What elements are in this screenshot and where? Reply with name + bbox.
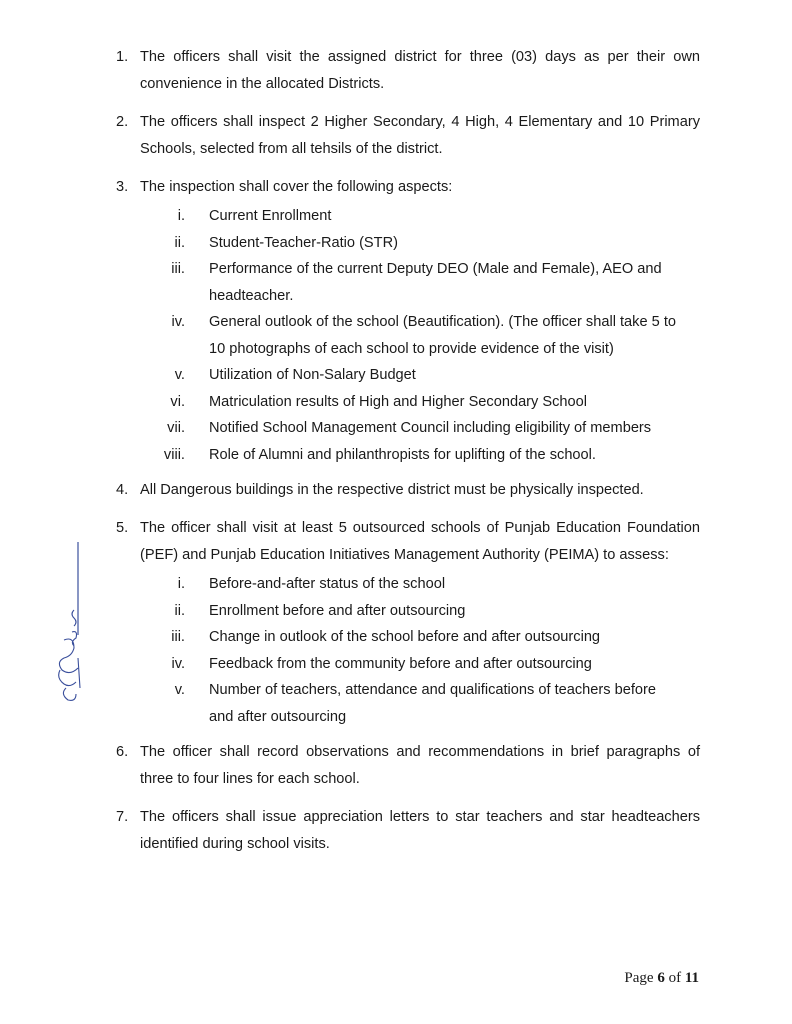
page-number-footer xyxy=(624,970,699,987)
of-label: of xyxy=(668,970,682,986)
sub-item-text: Enrollment before and after outsourcing xyxy=(209,602,466,619)
inspection-aspects-list xyxy=(140,203,700,468)
list-item xyxy=(116,109,700,163)
sub-item-text: Matriculation results of High and Higher Secondary School xyxy=(209,393,588,410)
item-text: All Dangerous buildings in the respective district must be physically inspected. xyxy=(140,482,644,498)
sub-item-number: v. xyxy=(174,682,185,698)
sub-list-item xyxy=(140,598,700,625)
page-label: Page xyxy=(624,970,654,986)
sub-item-number: i. xyxy=(177,576,185,592)
outsourced-assessment-list xyxy=(140,571,700,730)
item-text: The inspection shall cover the following aspects: xyxy=(140,179,453,195)
list-item xyxy=(116,739,700,793)
list-item xyxy=(116,515,700,733)
sub-list-item xyxy=(140,677,700,730)
sub-item-number: iv. xyxy=(171,314,185,330)
item-number: 6. xyxy=(116,744,129,760)
sub-item-number: i. xyxy=(177,208,185,224)
sub-item-text: Performance of the current Deputy DEO (Male and Female), AEO and headteacher. xyxy=(209,261,662,304)
item-number: 4. xyxy=(116,482,129,498)
list-item xyxy=(116,477,700,504)
sub-list-item xyxy=(140,571,700,598)
sub-list-item xyxy=(140,309,700,362)
sub-list-item xyxy=(140,624,700,651)
sub-item-text: General outlook of the school (Beautification). (The officer shall take 5 to 10 photographs of each school to provide evidence of the visit) xyxy=(209,314,676,357)
sub-item-number: ii. xyxy=(174,602,185,619)
sub-item-number: ii. xyxy=(174,234,185,251)
sub-list-item xyxy=(140,442,700,469)
item-text: The officers shall inspect 2 Higher Secondary, 4 High, 4 Elementary and 10 Primary Schools, selected from all tehsils of the district. xyxy=(140,114,700,157)
sub-item-text: Current Enrollment xyxy=(209,208,332,224)
sub-item-text: Number of teachers, attendance and qualifications of teachers before and after outsourcing xyxy=(209,682,657,725)
item-number: 3. xyxy=(116,179,129,195)
list-item xyxy=(116,804,700,858)
sub-list-item xyxy=(140,256,700,309)
sub-item-number: viii. xyxy=(163,446,185,463)
current-page-number: 6 xyxy=(657,970,665,986)
sub-list-item xyxy=(140,230,700,257)
sub-item-number: vi. xyxy=(170,393,185,410)
item-text: The officer shall record observations and recommendations in brief paragraphs of three to four lines for each school. xyxy=(140,744,700,787)
sub-item-number: iii. xyxy=(171,629,185,645)
item-text: The officers shall issue appreciation letters to star teachers and star headteachers identified during school visits. xyxy=(140,809,700,852)
signature-icon xyxy=(50,540,90,710)
sub-item-number: vii. xyxy=(167,420,185,436)
sub-item-number: iv. xyxy=(171,655,185,672)
sub-item-number: v. xyxy=(174,367,185,383)
item-number: 1. xyxy=(116,49,129,65)
total-pages-number: 11 xyxy=(684,970,699,986)
sub-item-text: Student-Teacher-Ratio (STR) xyxy=(209,234,398,251)
instructions-list xyxy=(116,44,700,869)
sub-list-item xyxy=(140,362,700,389)
item-number: 7. xyxy=(116,809,129,825)
sub-item-text: Before-and-after status of the school xyxy=(209,576,446,592)
list-item xyxy=(116,44,700,98)
sub-item-text: Change in outlook of the school before and after outsourcing xyxy=(209,629,601,645)
sub-item-number: iii. xyxy=(171,261,185,277)
item-text: The officers shall visit the assigned district for three (03) days as per their own convenience in the allocated Districts. xyxy=(140,49,700,92)
list-item xyxy=(116,174,700,471)
sub-list-item xyxy=(140,651,700,678)
sub-list-item xyxy=(140,415,700,442)
sub-item-text: Utilization of Non-Salary Budget xyxy=(209,367,416,383)
item-number: 5. xyxy=(116,520,129,536)
sub-item-text: Notified School Management Council including eligibility of members xyxy=(209,420,652,436)
sub-list-item xyxy=(140,203,700,230)
sub-item-text: Feedback from the community before and after outsourcing xyxy=(209,655,592,672)
sub-item-text: Role of Alumni and philanthropists for uplifting of the school. xyxy=(209,446,596,463)
item-number: 2. xyxy=(116,114,129,130)
sub-list-item xyxy=(140,389,700,416)
item-text: The officer shall visit at least 5 outsourced schools of Punjab Education Foundation (PEF) and Punjab Education Initiatives Management Authority (PEIMA) to assess: xyxy=(140,520,700,563)
